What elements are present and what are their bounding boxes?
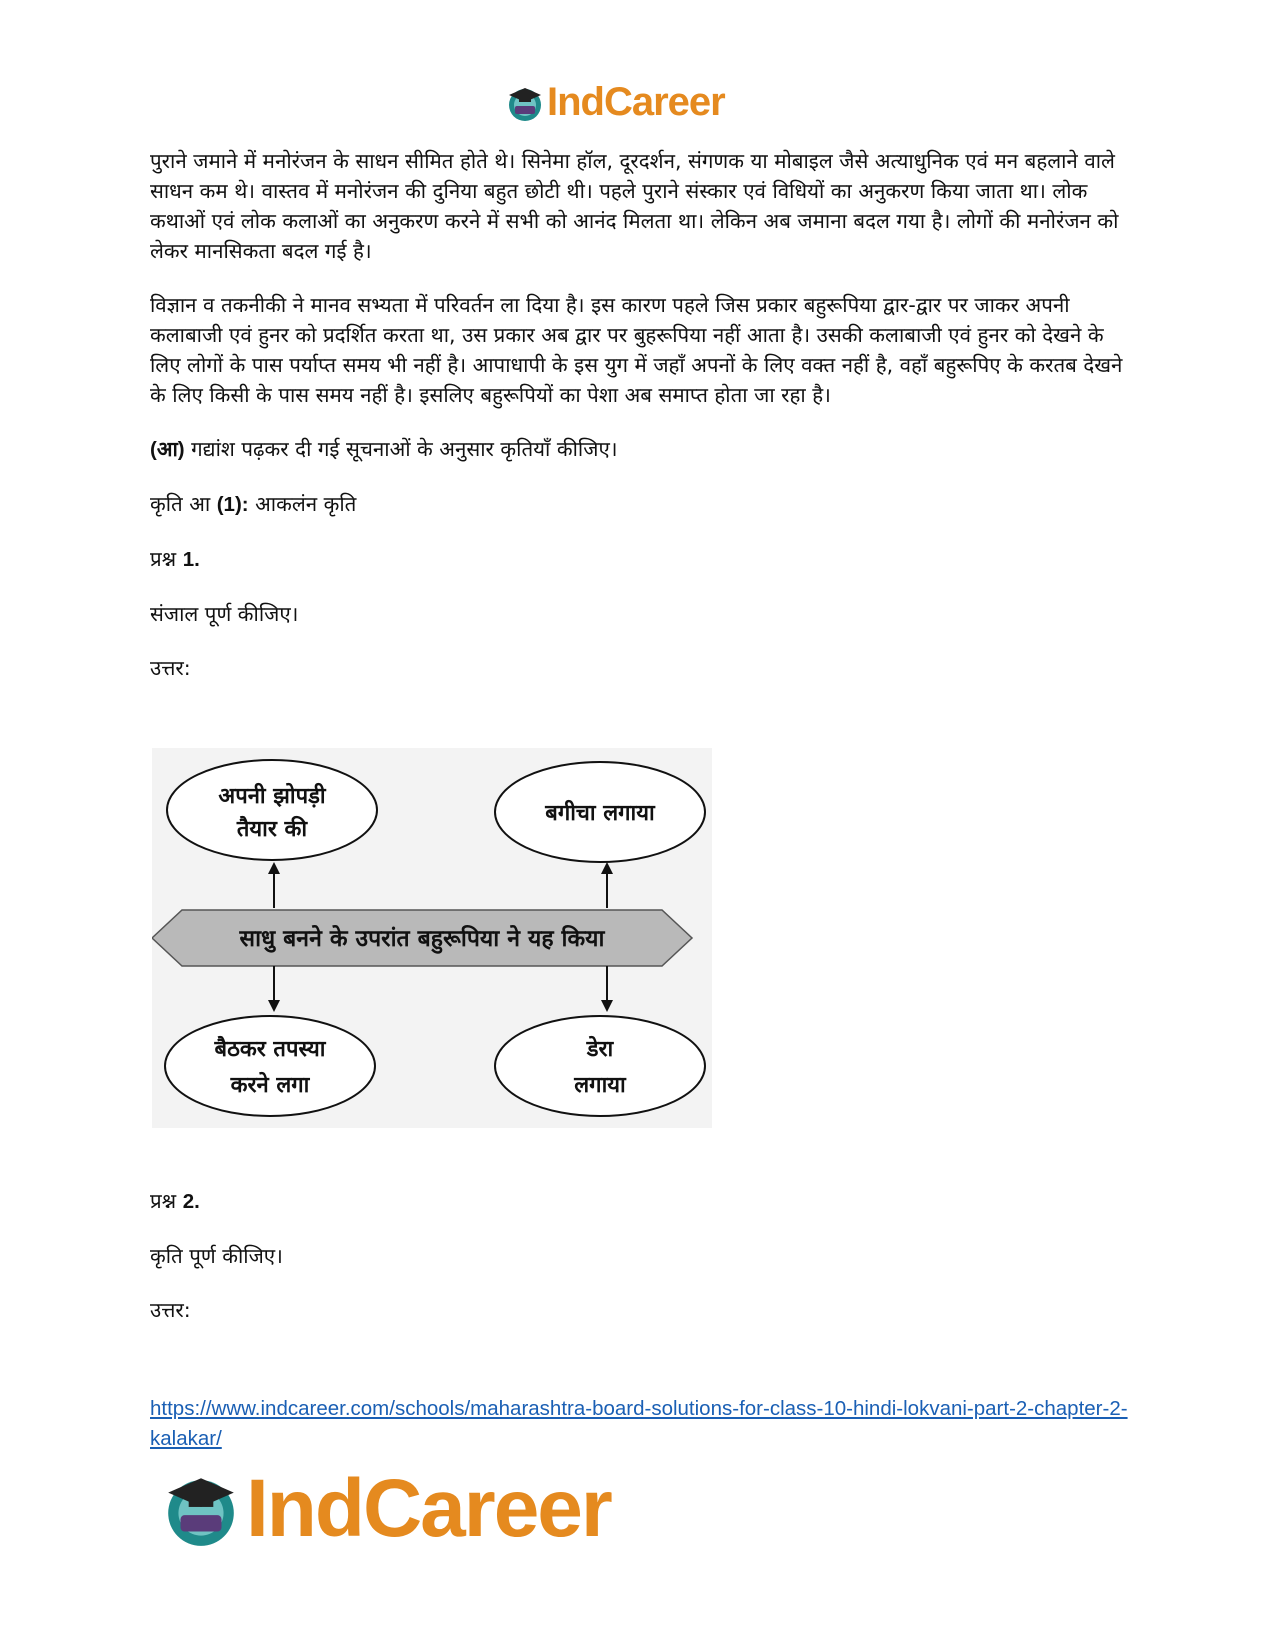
bottom-right-ellipse [495, 1016, 705, 1116]
footer-logo [160, 1462, 611, 1556]
passage-paragraph-1: पुराने जमाने में मनोरंजन के साधन सीमित होते थे। सिनेमा हॉल, दूरदर्शन, संगणक या मोबाइल जैसे अत्याधुनिक एवं मन बहलाने वाले साधन कम थे। वास्तव में मनोरंजन की दुनिया बहुत छोटी थी। पहले पुराने संस्कार एवं विधियों का अनुकरण किया जाता था। लोक कथाओं एवं लोक कलाओं का अनुकरण करने में सभी को आनंद मिलता था। लेकिन अब जमाना बदल गया है। लोगों की मनोरंजन को लेकर मानसिकता बदल गई है। [150, 149, 1119, 263]
top-left-text-2: तैयार की [236, 817, 308, 842]
center-text: साधु बनने के उपरांत बहुरूपिया ने यह किया [239, 926, 605, 952]
question-1-text: संजाल पूर्ण कीजिए। [150, 602, 299, 626]
question-1-number: 1. [182, 548, 200, 571]
activity-suffix: आकलंन कृति [248, 492, 357, 516]
instruction-text: गद्यांश पढ़कर दी गई सूचनाओं के अनुसार कृतियाँ कीजिए। [184, 437, 618, 461]
question-2-answer-label: उत्तर: [150, 1298, 191, 1322]
top-left-ellipse [167, 760, 377, 860]
activity-prefix: कृति आ [150, 492, 217, 516]
graduation-cap-globe-icon [160, 1468, 242, 1550]
activity-number: (1): [216, 493, 249, 516]
instruction-prefix: (आ) [150, 438, 185, 461]
activity-heading [150, 489, 1135, 520]
document-body [150, 146, 1135, 707]
question-1-label: प्रश्न [150, 547, 183, 571]
question-2-number: 2. [182, 1190, 200, 1213]
top-left-text-1: अपनी झोपड़ी [218, 784, 326, 809]
graduation-cap-globe-icon [505, 83, 545, 123]
logo-wordmark: IndCareer [547, 80, 725, 124]
question-2-heading [150, 1186, 1135, 1217]
question-2-label: प्रश्न [150, 1189, 183, 1213]
top-right-text: बगीचा लगाया [545, 801, 655, 826]
header-logo [505, 80, 725, 125]
instruction [150, 434, 1135, 465]
bottom-right-text-1: डेरा [586, 1037, 614, 1062]
passage-paragraph-2: विज्ञान व तकनीकी ने मानव सभ्यता में परिवर्तन ला दिया है। इस कारण पहले जिस प्रकार बहुरूपिया द्वार-द्वार पर जाकर अपनी कलाबाजी एवं हुनर को प्रदर्शित करता था, उस प्रकार अब द्वार पर बुहरूपिया नहीं आता है। उसकी कलाबाजी एवं हुनर को देखने के लिए लोगों के पास पर्याप्त समय भी नहीं है। आपाधापी के इस युग में जहाँ अपनों के लिए वक्त नहीं है, वहाँ बहुरूपिए के करतब देखने के लिए किसी के पास समय नहीं है। इसलिए बहुरूपियों का पेशा अब समाप्त होता जा रहा है। [150, 293, 1123, 407]
question-1-answer-label: उत्तर: [150, 656, 191, 680]
logo-wordmark: IndCareer [246, 1463, 611, 1554]
question-2-text: कृति पूर्ण कीजिए। [150, 1244, 283, 1268]
bottom-left-ellipse [165, 1016, 375, 1116]
bottom-left-text-1: बैठकर तपस्या [214, 1037, 326, 1062]
question-1-heading [150, 544, 1135, 575]
bottom-left-text-2: करने लगा [230, 1073, 310, 1098]
source-link[interactable]: https://www.indcareer.com/schools/maharashtra-board-solutions-for-class-10-hindi-lokvani-part-2-chapter-2-kalakar/ [150, 1397, 1128, 1450]
bottom-right-text-2: लगाया [574, 1073, 626, 1098]
question-2-section [150, 1186, 1135, 1349]
concept-web-diagram [152, 748, 712, 1128]
